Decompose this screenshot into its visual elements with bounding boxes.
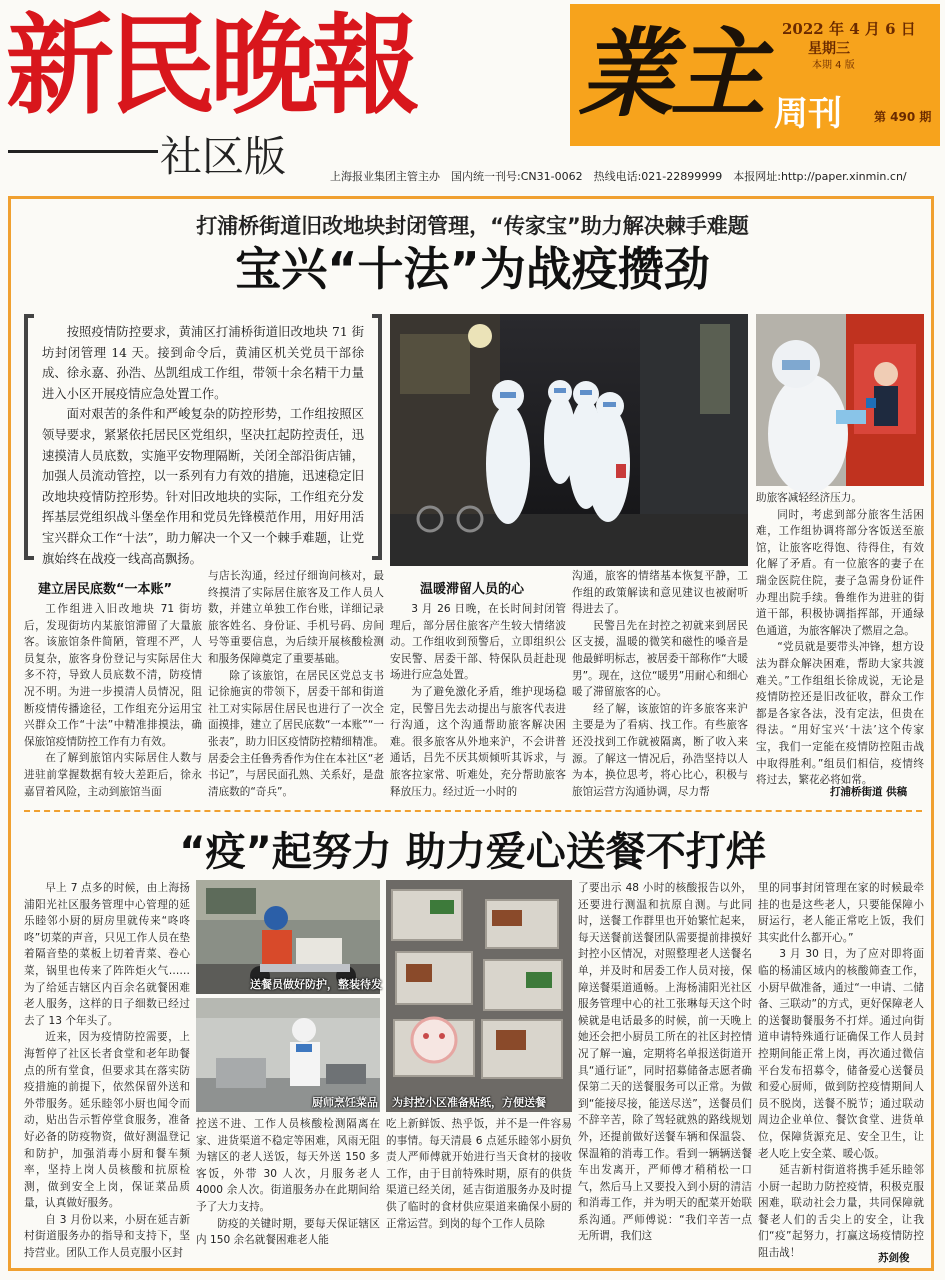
article2-headline: “疫”起努力 助力爱心送餐不打烊 <box>179 829 766 875</box>
article2-credit: 苏剑俊 <box>878 1252 910 1264</box>
issue-date: 2022 年 4 月 6 日 <box>782 20 916 38</box>
article1-column-1 <box>24 601 202 801</box>
article1-lead <box>42 322 364 569</box>
body-paragraph: 在了解到旅馆内实际居住人数与进驻前掌握数据有较大差距后，徐永嘉冒着风险，主动到旅馆当面 <box>24 752 202 798</box>
body-paragraph: 除了该旅馆，在居民区党总支书记徐施寅的带领下，居委干部和街道社工对实际居住居民也进行了一次全面摸排，建立了居民底数“一本账”“一张表”，助力旧区疫情防控精细精准。居委会主任鲁秀香作为住在本社区“老书记”，与居民面孔熟、关系好，是盘清底数的“奇兵”。 <box>208 669 384 798</box>
edition-label: 社区版 <box>160 132 287 181</box>
article2-photo-food-boxes <box>386 880 572 1112</box>
body-paragraph: 延吉新村街道将携手延乐睦邻小厨一起助力防控疫情，积极克服困难，联动社会力量，共同保障就餐老人们的舌尖上的安全，让我们“疫”起努力，打赢这场疫情防控阻击战！ <box>758 1164 924 1260</box>
photo-caption: 为封控小区准备贴纸，方便送餐 <box>392 1096 546 1109</box>
issue-number: 第 490 期 <box>874 110 932 124</box>
article2-photo-delivery-rider <box>196 880 380 994</box>
article-separator <box>24 810 922 812</box>
body-paragraph: 3 月 26 日晚，在长时间封闭管理后，部分居住旅客产生较大情绪波动。工作组收到预警后，立即组织公安民警、居委干部、特保队员赶赴现场进行应急处置。 <box>390 603 566 682</box>
lead-paragraph: 面对艰苦的条件和严峻复杂的防控形势，工作组按照区领导要求，紧紧依托居民区党组织，坚决扛起防控责任，迅速摸清人员底数，实施平安物理隔断，关闭全部沿街店铺，加强人员流动管控，以一系列有力有效的措施，迅速稳定旧改地块疫情防控形势。针对旧改地块的实际，工作组充分发挥基层党组织战斗堡垒作用和党员先锋模范作用，用好用活宝兴群众工作“十法”，助力解决一个又一个棘手难题，让党旗始终在战疫一线高高飘扬。 <box>42 407 364 566</box>
body-paragraph: 控送不进、工作人员核酸检测隔离在家、进货渠道不稳定等困难，风雨无阻为辖区的老人送饭，每天外送 150 多客饭，外带 30 人次，月服务老人 4000 余人次。街道服务办在此期间给予了大力支持。 <box>196 1118 380 1213</box>
body-paragraph: 沟通，旅客的情绪基本恢复平静，工作组的政策解读和意见建议也被耐听得进去了。 <box>572 570 748 616</box>
masthead-rule <box>8 150 158 153</box>
article1-column-5 <box>756 490 924 787</box>
body-paragraph: 经了解，该旅馆的许多旅客来沪主要是为了看病、找工作。有些旅客还没找到工作就被隔离，断了收入来源。了解这一情况后，孙浩坚持以人为本，换位思考，将心比心，积极与旅馆运营方沟通协调，尽力帮 <box>572 702 748 798</box>
publisher-info: 上海报业集团主管主办 国内统一刊号:CN31-0062 热线电话:021-22899999 本报网址:http://paper.xinmin.cn/ <box>330 170 907 183</box>
body-paragraph: 早上 7 点多的时候，由上海扬浦阳光社区服务管理中心管理的延乐睦邻小厨的厨房里就传来“咚咚咚”切菜的声音，只见工作人员在垫着隔音垫的菜板上切着青菜、卷心菜，锅里也传来了阵阵炬火气……为了给延吉辖区内百余名就餐困难老人服务，这样的日子细数已经过去了 13 个年头了。 <box>24 882 190 1027</box>
article2-column-4 <box>578 880 752 1264</box>
article1-subhead-2: 温暖滞留人员的心 <box>420 582 525 597</box>
body-paragraph: 工作组进入旧改地块 71 街坊后，发现街坊内某旅馆滞留了大量旅客。该旅馆条件简陋，管理不严，人员复杂，旅客身份登记与实际居住大多不符，导致人员底数不清，防疫情况不明。为进一步摸清人员情况，阻断疫情传播途径，工作组充分运用宝兴群众工作“十法”中精准排摸法，确保旅馆疫情防控工作有力有效。 <box>24 603 202 748</box>
food-boxes-illustration <box>386 880 572 1112</box>
article2-photo-chef <box>196 998 380 1112</box>
body-paragraph: 里的同事封闭管理在家的时候最牵挂的也是这些老人，只要能保障小厨运行，老人能正常吃上饭，我们其实此什么都开心。” <box>758 882 924 944</box>
article1-column-4 <box>572 568 748 800</box>
article1-column-3 <box>390 601 566 801</box>
issue-weekday: 星期三 <box>808 41 850 57</box>
photo-caption: 厨师烹饪菜品 <box>312 1096 378 1109</box>
body-paragraph: 与店长沟通，经过仔细询问核对，最终摸清了实际居住旅客及工作人员人数，并建立单独工作台账，详细记录旅客姓名、身份证、手机号码、房间号等重要信息，为后续开展核酸检测和服务保障奠定了重要基础。 <box>208 570 384 665</box>
body-paragraph: 近来，因为疫情防控需要，上海暂停了社区长者食堂和老年助餐点的所有堂食，但要求其在落实防疫措施的前提下，依然保留外送和外带服务。延乐睦邻小厨也闻令而动，贴出告示暂停堂食服务，准备好必备的防疫物资，做好测温登记和防护，加强消毒小厨和餐车频率，坚持上岗人员核酸和抗原检测，做到安全上岗，保证菜品质量，认真做好服务。 <box>24 1031 190 1210</box>
newspaper-title: 新民晚報 <box>6 3 415 129</box>
body-paragraph: 吃上新鲜饭、热乎饭，并不是一件容易的事情。每天清晨 6 点延乐睦邻小厨负责人严师傅就开始进行当天食材的接收工作，由于目前特殊时期，原有的供货渠道已经关闭，延吉街道服务办及时提供了临时的食材供应渠道来确保小厨的正常运营。到岗的每个工作人员除 <box>386 1118 572 1230</box>
lead-bracket-right <box>372 314 382 560</box>
article1-headline: 宝兴“十法”为战疫攒劲 <box>235 242 710 296</box>
issue-pages: 本期 4 版 <box>812 60 855 71</box>
weekly-label: 周刊 <box>774 94 842 134</box>
article1-photo-night-street <box>390 314 748 566</box>
body-paragraph: 了要出示 48 小时的核酸报告以外，还要进行测温和抗原自测。与此同时，送餐工作群里也开始繁忙起来，每天送餐前送餐团队需要提前排摸好封控小区情况，对照整理老人送餐名单，并及时和居委工作人员对接，保障送餐渠道通畅。上海杨浦阳光社区服务管理中心的社工张琳每天这个时候就是电话最多的时候，前一天晚上她还会把小厨员工所在的社区封控情况了解一遍，定期将名单报送街道开具“通行证”，同时招募储备志愿者确保第二天的送餐服务可以正常。为做到“能接尽接，能送尽送”，送餐员们不辞辛苦，除了驾轻就熟的路线规划外，还提前做好送餐车辆和保温袋、保温箱的消毒工作。看到一辆辆送餐车出发离开，严师傅才稍稍松一口气，然后马上又要投入到小厨的清洁和消毒工作，并为明天的配菜开始联系沟通。严师傅说：“我们辛苦一点无所谓，我们这 <box>578 882 752 1243</box>
body-paragraph: 助旅客减轻经济压力。 <box>756 492 862 504</box>
night-scene-illustration <box>390 314 748 566</box>
body-paragraph: 民警吕先在封控之初就来到居民区支援，温暖的微笑和磁性的嗓音是他最鲜明标志，被居委干部称作“大暖男”。现在，这位“暖男”用耐心和细心暖了滞留旅客的心。 <box>572 619 748 699</box>
article2-column-3 <box>386 1116 572 1266</box>
lead-bracket-left <box>24 314 34 560</box>
article2-column-1 <box>24 880 190 1264</box>
body-paragraph: “党员就是要带头冲锋，想方设法为群众解决困难，帮助大家共渡难关。”工作组组长徐成说，无论是疫情防控还是旧改征收，群众工作都是各家各法，没有定法，但贵在得法。“用好宝兴‘十法’这个传家宝，我们一定能在疫情防控阻击战中取得胜利。”组员们相信，疫情终将过去，繁花必将如常。 <box>756 641 924 787</box>
photo-caption: 送餐员做好防护，整装待发 <box>250 978 382 991</box>
body-paragraph: 同时，考虑到部分旅客生活困难，工作组协调将部分客饭送至旅馆，让旅客吃得饱、待得住，有效化解了矛盾。有一位旅客的妻子在瑞金医院住院，妻子急需身份证件办理出院手续。鲁维作为进驻的街道干部，积极协调指挥部，开通绿色通道，为旅客解决了燃眉之急。 <box>756 508 924 637</box>
body-paragraph: 3 月 30 日，为了应对即将面临的杨浦区域内的核酸筛查工作，小厨早做准备，通过“一申请、二储备、三联动”的方式，更好保障老人的送餐助餐服务不打烊。通过向街道申请特殊通行证确保工作人员封控期间能正常上岗，再次通过微信平台发布招募令，储备爱心送餐员和爱心厨师，做到防控疫情期间人员不脱岗，送餐不脱节；通过联动周边企业单位、餐饮食堂、进货单位，保障货源充足、安全卫生，让老人吃上安全菜、暖心饭。 <box>758 948 924 1160</box>
body-paragraph: 为了避免激化矛盾，维护现场稳定，民警吕先去动提出与旅客代表进行沟通，这个沟通帮助旅客解决困难。很多旅客从外地来沪，不会讲普通话，吕先不厌其烦倾听其诉求，与旅客拉家常、听难处，充分帮助旅客释放压力。经过近一小时的 <box>390 685 566 798</box>
lead-paragraph: 按照疫情防控要求，黄浦区打浦桥街道旧改地块 71 街坊封闭管理 14 天。接到命令后，黄浦区机关党员干部徐成、徐永嘉、孙浩、丛凯组成工作组，带领十余名精干力量进入小区开展疫情应急处置工作。 <box>42 325 364 401</box>
body-paragraph: 防疫的关键时期，要每天保证辖区内 150 余名就餐困难老人能 <box>196 1217 380 1247</box>
article1-subhead-1: 建立居民底数“一本账” <box>38 582 173 597</box>
supplement-logo: 業主 <box>578 17 762 130</box>
article2-column-2 <box>196 1116 380 1266</box>
body-paragraph: 自 3 月份以来，小厨在延吉新村街道服务办的指导和支持下，坚持营业。团队工作人员克服小区封 <box>24 1213 190 1260</box>
article1-column-2 <box>208 568 384 800</box>
article1-credit: 打浦桥街道 供稿 <box>830 786 908 798</box>
article1-photo-window-delivery <box>756 314 924 486</box>
article1-kicker: 打浦桥街道旧改地块封闭管理，“传家宝”助力解决棘手难题 <box>196 214 749 238</box>
window-scene-illustration <box>756 314 924 486</box>
